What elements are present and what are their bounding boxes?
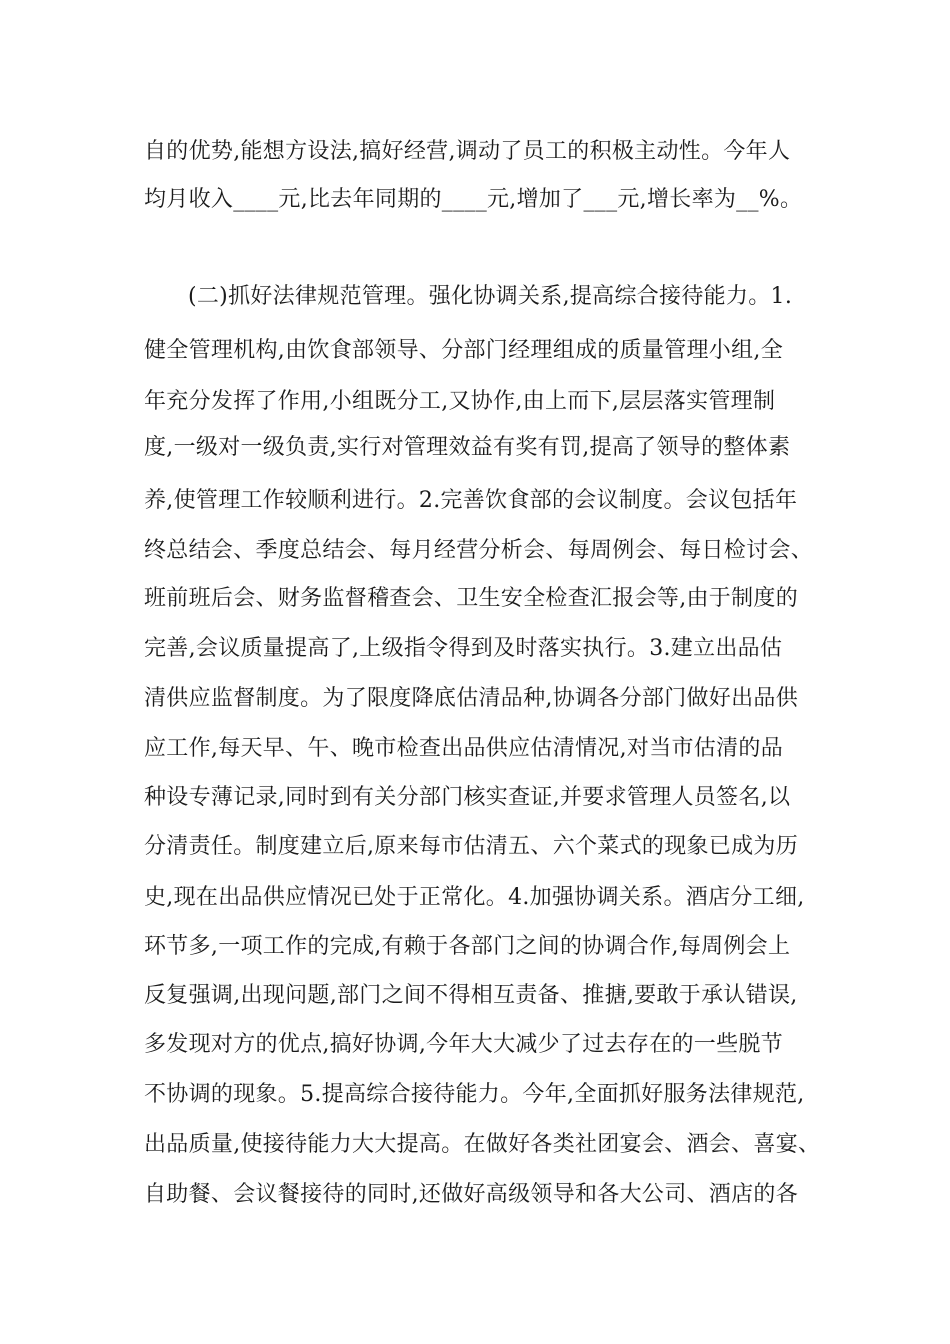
text-line: 自助餐、会议餐接待的同时,还做好高级领导和各大公司、酒店的各 (144, 1182, 798, 1207)
text-line: 出品质量,使接待能力大大提高。在做好各类社团宴会、酒会、喜宴、 (144, 1132, 821, 1157)
text-line: 完善,会议质量提高了,上级指令得到及时落实执行。3.建立出品估 (144, 636, 783, 661)
text-line: 度,一级对一级负责,实行对管理效益有奖有罚,提高了领导的整体素 (144, 435, 791, 460)
text-line: 不协调的现象。5.提高综合接待能力。今年,全面抓好服务法律规范, (144, 1082, 805, 1107)
text-line: 多发现对方的优点,搞好协调,今年大大减少了过去存在的一些脱节 (144, 1032, 783, 1057)
text-line: 终总结会、季度总结会、每月经营分析会、每周例会、每日检讨会、 (144, 538, 814, 563)
paragraph-heading-line: (二)抓好法律规范管理。强化协调关系,提高综合接待能力。1. (188, 284, 793, 309)
text-line: 均月收入____元,比去年同期的____元,增加了___元,增长率为__%。 (144, 187, 803, 212)
text-line: 应工作,每天早、午、晚市检查出品供应估清情况,对当市估清的品 (144, 736, 783, 761)
text-line: 年充分发挥了作用,小组既分工,又协作,由上而下,层层落实管理制 (144, 389, 776, 414)
text-line: 养,使管理工作较顺利进行。2.完善饮食部的会议制度。会议包括年 (144, 488, 798, 513)
text-line: 自的优势,能想方设法,搞好经营,调动了员工的积极主动性。今年人 (144, 139, 791, 164)
text-line: 种设专薄记录,同时到有关分部门核实查证,并要求管理人员签名,以 (144, 785, 791, 810)
text-line: 环节多,一项工作的完成,有赖于各部门之间的协调合作,每周例会上 (144, 934, 791, 959)
text-line: 反复强调,出现问题,部门之间不得相互责备、推搪,要敢于承认错误, (144, 983, 798, 1008)
text-line: 健全管理机构,由饮食部领导、分部门经理组成的质量管理小组,全 (144, 338, 783, 363)
text-line: 清供应监督制度。为了限度降底估清品种,协调各分部门做好出品供 (144, 686, 798, 711)
text-line: 分清责任。制度建立后,原来每市估清五、六个菜式的现象已成为历 (144, 834, 798, 859)
text-line: 史,现在出品供应情况已处于正常化。4.加强协调关系。酒店分工细, (144, 885, 805, 910)
text-line: 班前班后会、财务监督稽查会、卫生安全检查汇报会等,由于制度的 (144, 586, 798, 611)
